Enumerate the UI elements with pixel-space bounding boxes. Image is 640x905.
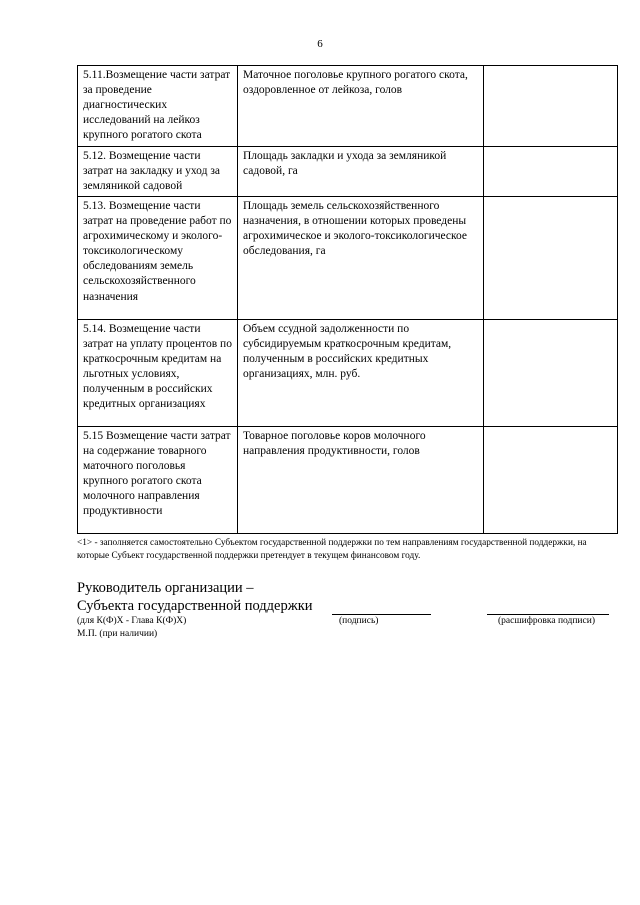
footnote: <1> - заполняется самостоятельно Субъектом государственной поддержки по тем направлениям государственной поддержки, на которые Субъект государственной поддержки претендует в текущем финансовом году.: [77, 538, 587, 561]
value-cell: [484, 197, 618, 320]
measure-cell: 5.15 Возмещение части затрат на содержание товарного маточного поголовья крупного рогатого скота молочного направления продуктивности: [78, 427, 238, 534]
support-table: [77, 65, 618, 534]
indicator-cell: Площадь земель сельскохозяйственного назначения, в отношении которых проведены агрохимическое и эколого-токсикологическое обследования, га: [238, 197, 484, 320]
table-row: [78, 427, 618, 534]
indicator-cell: Объем ссудной задолженности по субсидируемым краткосрочным кредитам, полученным в российских кредитных организациях, млн. руб.: [238, 320, 484, 427]
indicator-cell: Товарное поголовье коров молочного направления продуктивности, голов: [238, 427, 484, 534]
signature-captions: [77, 615, 622, 628]
page-number: 6: [317, 38, 323, 50]
value-cell: [484, 147, 618, 197]
table-row: [78, 320, 618, 427]
signature-caption: (подпись): [339, 616, 379, 626]
value-cell: [484, 320, 618, 427]
head-note: (для К(Ф)Х - Глава К(Ф)Х): [77, 616, 187, 626]
value-cell: [484, 427, 618, 534]
indicator-cell: Площадь закладки и ухода за земляникой садовой, га: [238, 147, 484, 197]
signature-title-line2-wrap: [77, 597, 622, 615]
indicator-cell: Маточное поголовье крупного рогатого скота, оздоровленное от лейкоза, голов: [238, 66, 484, 147]
table-row: [78, 197, 618, 320]
measure-cell: 5.12. Возмещение части затрат на закладку и уход за земляникой садовой: [78, 147, 238, 197]
stamp-note: М.П. (при наличии): [77, 629, 158, 639]
signature-title-line2: Субъекта государственной поддержки: [77, 598, 313, 614]
decode-caption: (расшифровка подписи): [498, 616, 595, 626]
table-row: [78, 66, 618, 147]
signature-title-line1: Руководитель организации –: [77, 580, 254, 596]
value-cell: [484, 66, 618, 147]
measure-cell: 5.14. Возмещение части затрат на уплату процентов по краткосрочным кредитам на льготных условиях, полученным в российских кредитных организациях: [78, 320, 238, 427]
measure-cell: 5.11.Возмещение части затрат за проведение диагностических исследований на лейкоз крупного рогатого скота: [78, 66, 238, 147]
table-row: [78, 147, 618, 197]
measure-cell: 5.13. Возмещение части затрат на проведение работ по агрохимическому и эколого-токсикологическому обследованиям земель сельскохозяйственного назначения: [78, 197, 238, 320]
signature-block: [77, 579, 622, 641]
